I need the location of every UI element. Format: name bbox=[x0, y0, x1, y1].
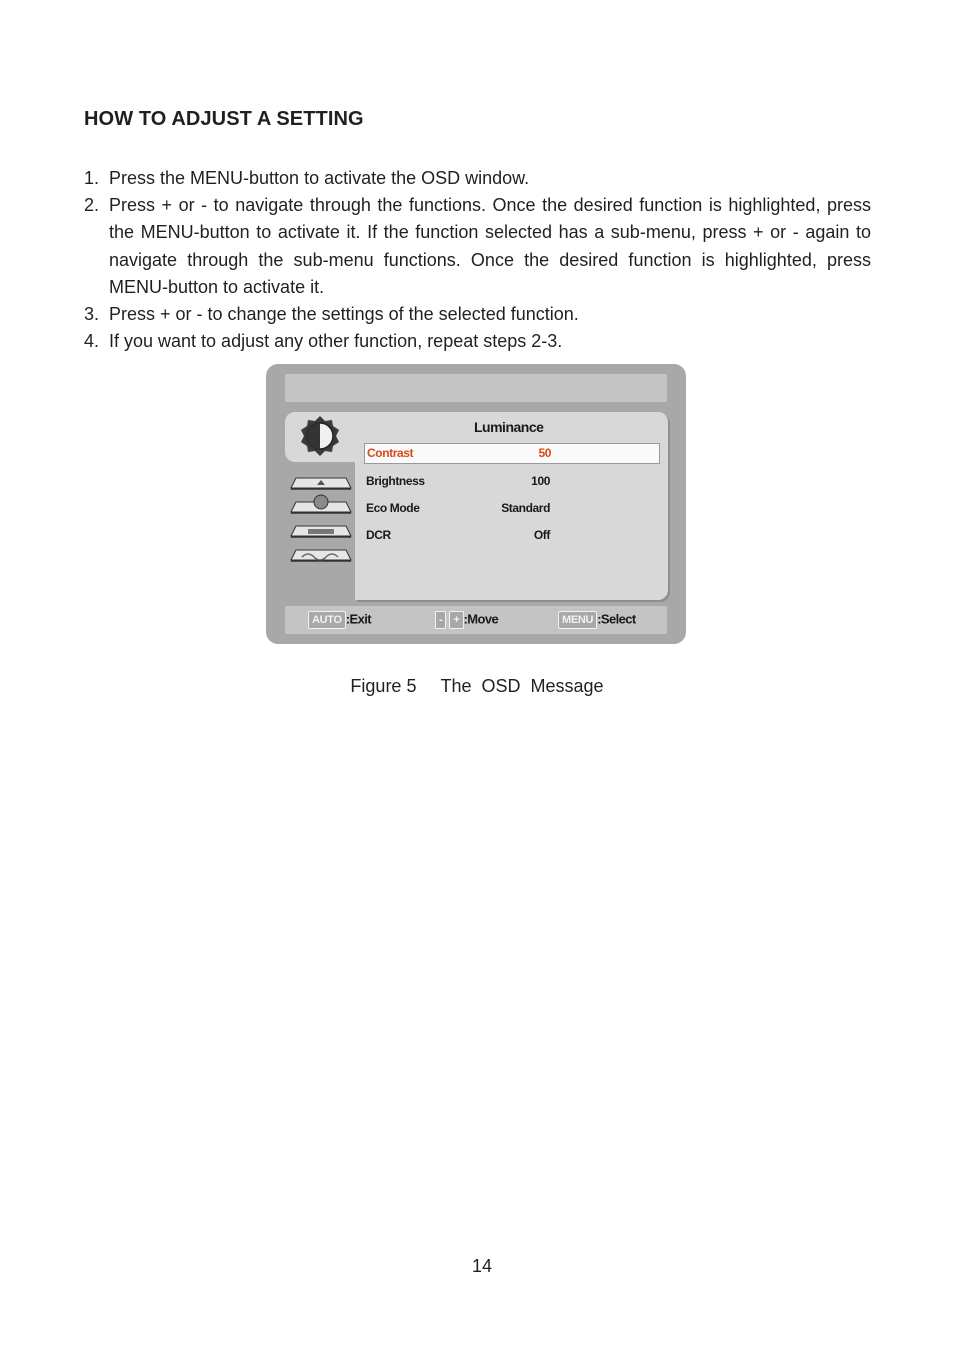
figure-number: Figure 5 bbox=[350, 676, 417, 696]
step-number: 1. bbox=[84, 168, 100, 188]
osd-row-value: Standard bbox=[501, 501, 550, 515]
step-text: If you want to adjust any other function, repeat steps 2-3. bbox=[109, 331, 563, 352]
list-item bbox=[84, 301, 871, 328]
brightness-icon bbox=[285, 412, 357, 462]
osd-row-value: 50 bbox=[538, 446, 551, 460]
list-item bbox=[84, 165, 871, 192]
exit-hint bbox=[308, 611, 371, 629]
section-heading: HOW TO ADJUST A SETTING bbox=[84, 108, 364, 130]
step-number: 2. bbox=[84, 195, 100, 216]
list-item bbox=[84, 328, 871, 355]
step-text: Press the MENU-button to activate the OSD window. bbox=[109, 168, 530, 188]
auto-key: AUTO bbox=[308, 611, 346, 629]
settings-icon bbox=[288, 518, 354, 538]
osd-row-eco-mode[interactable] bbox=[364, 499, 658, 518]
figure-caption bbox=[0, 676, 954, 697]
misc-icon bbox=[288, 542, 354, 562]
select-hint bbox=[558, 611, 636, 629]
exit-label: :Exit bbox=[345, 611, 371, 627]
osd-tab-luminance bbox=[285, 412, 357, 462]
step-number: 4. bbox=[84, 331, 100, 352]
osd-hint-bar bbox=[285, 606, 667, 634]
osd-row-label: Contrast bbox=[367, 446, 414, 460]
instruction-list bbox=[84, 165, 871, 355]
osd-top-bar bbox=[285, 374, 667, 402]
osd-row-value: Off bbox=[533, 528, 550, 542]
figure-title: The OSD Message bbox=[440, 676, 604, 696]
list-item bbox=[84, 192, 871, 301]
menu-key: MENU bbox=[558, 611, 597, 629]
osd-row-label: DCR bbox=[366, 528, 391, 542]
osd-row-label: Eco Mode bbox=[366, 501, 420, 515]
minus-key: - bbox=[435, 611, 446, 629]
osd-row-label: Brightness bbox=[366, 474, 425, 488]
osd-row-value: 100 bbox=[531, 474, 550, 488]
osd-figure bbox=[266, 364, 686, 644]
move-hint bbox=[435, 611, 498, 629]
osd-row-contrast[interactable] bbox=[364, 443, 660, 464]
page-number: 14 bbox=[471, 1256, 493, 1276]
osd-row-brightness[interactable] bbox=[364, 472, 658, 491]
osd-menu-title: Luminance bbox=[474, 419, 544, 435]
step-text: Press + or - to navigate through the functions. Once the desired function is highlighted, press the MENU-button to activate it. If the function selected has a sub-menu, press + or - again to navigate through the sub-menu functions. Once the desired function is highlighted, press MENU-button to activate it. bbox=[109, 195, 871, 297]
step-text: Press + or - to change the settings of the selected function. bbox=[109, 304, 579, 325]
osd-row-dcr[interactable] bbox=[364, 526, 658, 545]
color-icon bbox=[288, 470, 354, 490]
image-icon bbox=[288, 494, 354, 514]
move-label: :Move bbox=[463, 611, 499, 627]
select-label: :Select bbox=[597, 611, 636, 627]
plus-key: + bbox=[449, 611, 463, 629]
step-number: 3. bbox=[84, 304, 100, 325]
